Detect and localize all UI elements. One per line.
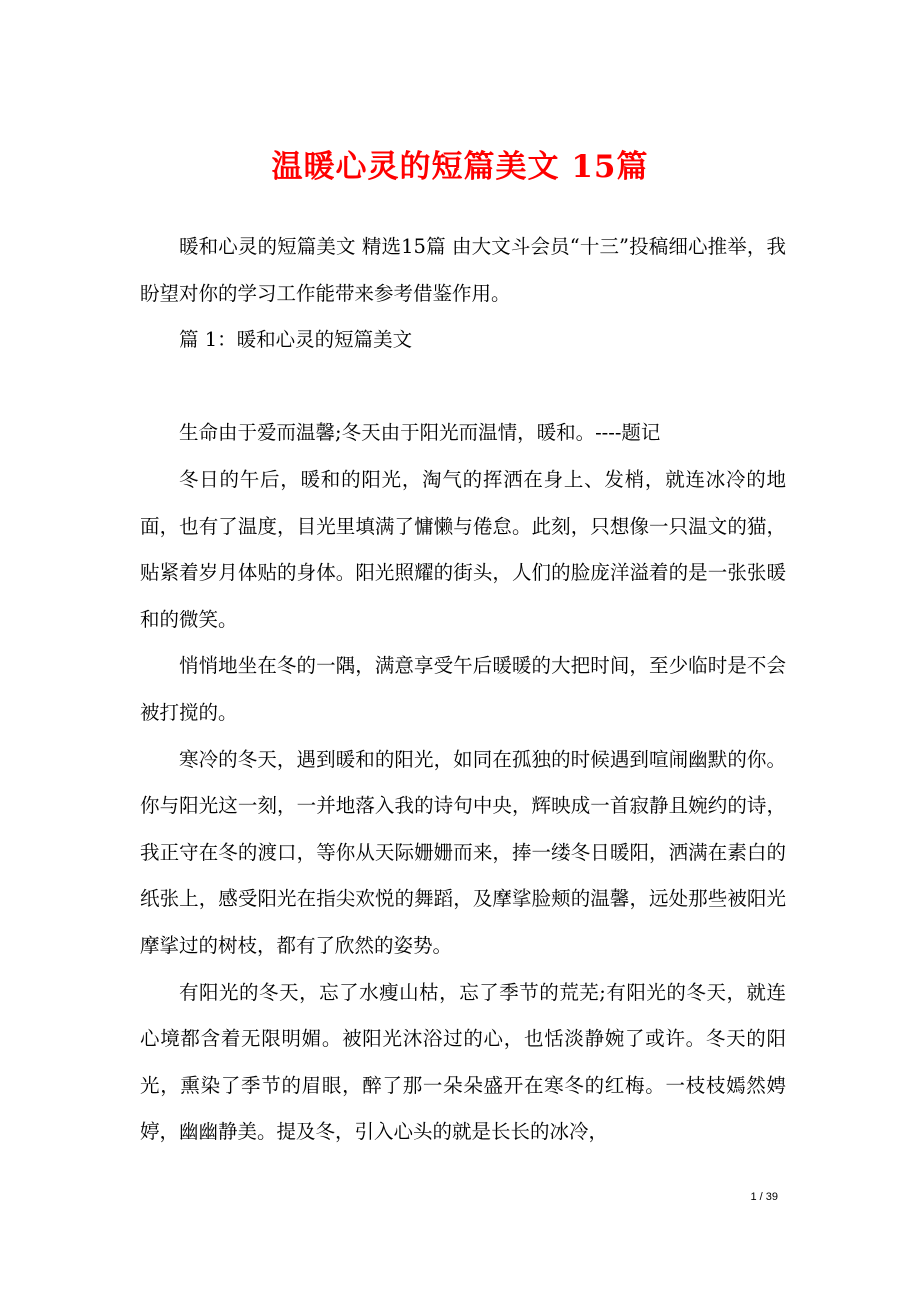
epigraph-paragraph: 生命由于爱而温馨;冬天由于阳光而温情，暖和。----题记	[179, 421, 661, 445]
document-title: 温暖心灵的短篇美文 15篇	[271, 149, 649, 185]
body-paragraph: 冬日的午后，暖和的阳光，淘气的挥洒在身上、发梢，就连冰冷的地面，也有了温度，目光里填满了慵懒与倦怠。此刻，只想像一只温文的猫，贴紧着岁月体贴的身体。阳光照耀的街头，人们的脸庞洋溢着的是一张张暖和的微笑。	[140, 467, 786, 631]
body-paragraph: 悄悄地坐在冬的一隅，满意享受午后暖暖的大把时间，至少临时是不会被打搅的。	[140, 654, 786, 724]
intro-paragraph: 暖和心灵的短篇美文 精选15篇 由大文斗会员“十三”投稿细心推举，我盼望对你的学习工作能带来参考借鉴作用。	[140, 235, 786, 305]
page-number: 1 / 39	[750, 1191, 778, 1203]
body-paragraph: 有阳光的冬天，忘了水瘦山枯，忘了季节的荒芜;有阳光的冬天，就连心境都含着无限明媚。被阳光沐浴过的心，也恬淡静婉了或许。冬天的阳光，熏染了季节的眉眼，醉了那一朵朵盛开在寒冬的红梅。一枝枝嫣然娉婷，幽幽静美。提及冬，引入心头的就是长长的冰冷，	[140, 980, 786, 1144]
section-heading: 篇 1：暖和心灵的短篇美文	[179, 328, 413, 352]
document-body	[140, 224, 786, 1156]
body-paragraph: 寒冷的冬天，遇到暖和的阳光，如同在孤独的时候遇到喧闹幽默的你。你与阳光这一刻，一并地落入我的诗句中央，辉映成一首寂静且婉约的诗，我正守在冬的渡口，等你从天际姗姗而来，捧一缕冬日暖阳，洒满在素白的纸张上，感受阳光在指尖欢悦的舞蹈，及摩挲脸颊的温馨，远处那些被阳光摩挲过的树枝，都有了欣然的姿势。	[140, 747, 786, 957]
